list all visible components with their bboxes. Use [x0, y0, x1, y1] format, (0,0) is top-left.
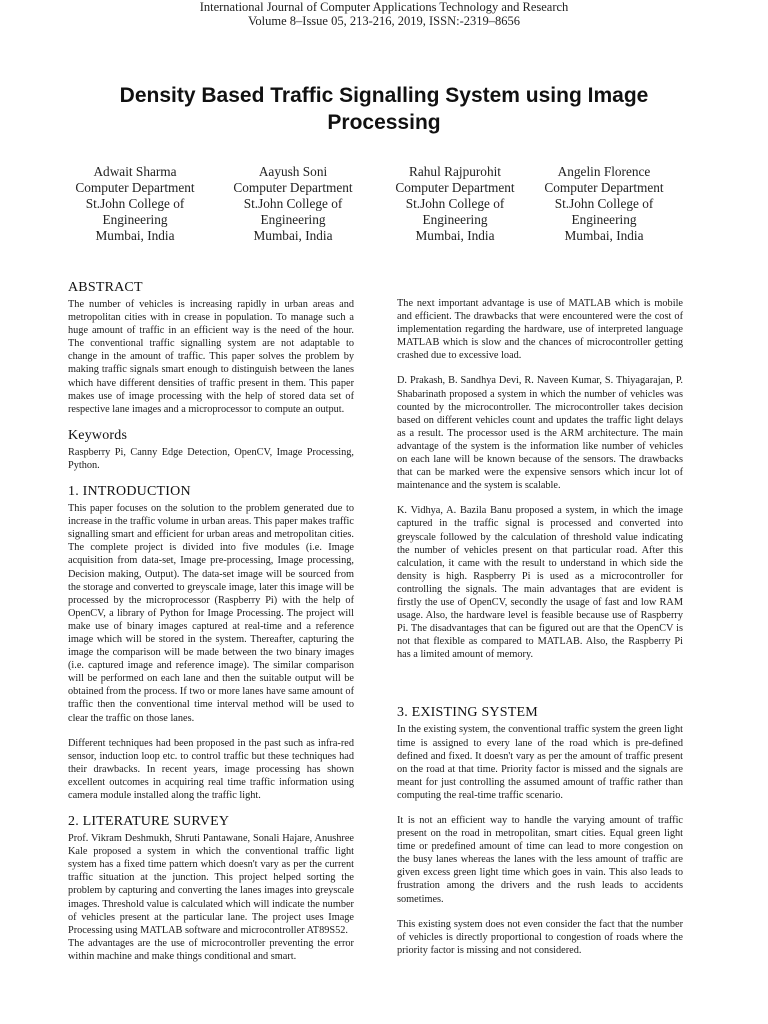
- existing-system-heading: 3. EXISTING SYSTEM: [397, 705, 538, 721]
- author-block: [60, 164, 210, 244]
- author-name: Adwait Sharma: [93, 164, 177, 179]
- author-department: Computer Department: [544, 180, 664, 195]
- left-column: [68, 280, 354, 975]
- section-spacer: [397, 673, 683, 705]
- author-college-cont: Engineering: [571, 212, 637, 227]
- author-department: Computer Department: [395, 180, 515, 195]
- author-city: Mumbai, India: [415, 228, 495, 243]
- introduction-heading: 1. INTRODUCTION: [68, 484, 191, 500]
- literature-paragraph: Prof. Vikram Deshmukh, Shruti Pantawane, Sonali Hajare, Anushree Kale proposed a system in which the conventional traffic light system has a fixed time pattern which doesn't vary as per the current traffic situation at the junction. This project helped sorting the problem by capturing and converting the lanes images into greyscale images. Threshold value is calculated which will indicate the number of vehicles present at the particular lane. The project uses Image Processing using MATLAB software and microcontroller AT89S52.: [68, 833, 354, 936]
- existing-system-paragraph: It is not an efficient way to handle the varying amount of traffic present on the road in metropolitan, smart cities. Equal green light time or predefined amount of time can lead to more congestion on the busy lanes whereas the lanes with the less amount of traffic are given excess green light time which goes in vain. This also leads to frustration among the drivers and the rush leads to accidents sometimes.: [397, 815, 683, 905]
- author-department: Computer Department: [75, 180, 195, 195]
- author-city: Mumbai, India: [564, 228, 644, 243]
- author-college-cont: Engineering: [260, 212, 326, 227]
- title-line-2: Processing: [327, 111, 441, 134]
- author-block: [380, 164, 530, 244]
- author-college-cont: Engineering: [102, 212, 168, 227]
- author-college: St.John College of: [85, 196, 185, 211]
- keywords-heading: Keywords: [68, 427, 128, 443]
- author-city: Mumbai, India: [253, 228, 333, 243]
- volume-info: Volume 8–Issue 05, 213-216, 2019, ISSN:-2319–8656: [248, 14, 520, 28]
- right-column: [397, 297, 683, 969]
- paper-title: [40, 82, 728, 136]
- existing-system-paragraph: In the existing system, the conventional traffic system the green light time is assigned to every lane of the road which is pre-defined defined and fixed. It doesn't vary as per the amount of traffic present on the road at that time. Priority factor is missed and the signals are meant for just controlling the assumed amount of traffic rather than computing the real-time traffic scenario.: [397, 724, 683, 801]
- abstract-heading: ABSTRACT: [68, 280, 143, 295]
- journal-header: [0, 0, 768, 28]
- abstract-text: The number of vehicles is increasing rapidly in urban areas and metropolitan cities with in crease in population. To manage such a huge amount of traffic in an efficient way is the need of the hour. The conventional traffic signalling system are not adaptable to change in the amount of traffic. This paper solves the problem by making traffic signals smart enough to distinguish between the lanes which have different densities of traffic present in them. This paper makes use of image processing with the help of stored data set of respective lane images and a microprocessor to compute an output.: [68, 299, 354, 415]
- introduction-paragraph: Different techniques had been proposed in the past such as infra-red sensor, induction loop etc. to control traffic but these techniques had their drawbacks. In recent years, image processing has shown excellent outcomes in acquiring real time traffic information using camera module installed along the traffic light.: [68, 737, 354, 801]
- prakash-paragraph: D. Prakash, B. Sandhya Devi, R. Naveen Kumar, S. Thiyagarajan, P. Shabarinath proposed a system in which the number of vehicles was counted by the microcontroller. The microcontroller takes decision based on different vehicles count and updates the traffic light delays as a result. The processor used is the ARM architecture. The main advantage of the system is the information like number of vehicles on each lane will be known because of the sensors. The drawbacks that can be marked were the expensive sensors which incur lot of maintenance and the system is scalable.: [397, 375, 683, 492]
- author-city: Mumbai, India: [95, 228, 175, 243]
- literature-paragraph: The advantages are the use of microcontroller preventing the error within machine and make things conditional and smart.: [68, 937, 354, 962]
- author-name: Aayush Soni: [258, 164, 328, 179]
- author-name: Angelin Florence: [557, 164, 651, 179]
- existing-system-paragraph: This existing system does not even consider the fact that the number of vehicles is directly proportional to congestion of roads where the priority factor is missing and not considered.: [397, 918, 683, 956]
- literature-survey-heading: 2. LITERATURE SURVEY: [68, 814, 230, 830]
- author-block: [218, 164, 368, 244]
- vidhya-paragraph: K. Vidhya, A. Bazila Banu proposed a system, in which the image captured in the traffic signal is processed and converted into greyscale followed by the calculation of threshold value indicating the number of vehicles present on that particular road. After this calculation, it came with the result to understand in which side the density is high. Raspberry Pi is used as a microcontroller for controlling the signals. The main advantages that are evident is firstly the use of OpenCV, secondly the usage of fast and low RAM usage. Also, the hardware level is feasible because use of Raspberry Pi. The disadvantages that can be figured out are that the OpenCV is not that flexible as compared to MATLAB. Also, the Raspberry Pi has a limited amount of memory.: [397, 505, 683, 661]
- author-department: Computer Department: [233, 180, 353, 195]
- author-name: Rahul Rajpurohit: [409, 164, 501, 179]
- keywords-text: Raspberry Pi, Canny Edge Detection, OpenCV, Image Processing, Python.: [68, 446, 354, 471]
- author-college: St.John College of: [405, 196, 505, 211]
- author-college: St.John College of: [243, 196, 343, 211]
- author-college: St.John College of: [554, 196, 654, 211]
- matlab-paragraph: The next important advantage is use of MATLAB which is mobile and efficient. The drawbacks that were encountered were the cost of implementation regarding the hardware, use of interpreted language MATLAB which is slow and the chances of microcontroller getting crashed due to excessive load.: [397, 298, 683, 362]
- title-line-1: Density Based Traffic Signalling System using Image: [119, 84, 649, 107]
- journal-name: International Journal of Computer Applications Technology and Research: [199, 0, 569, 14]
- author-college-cont: Engineering: [422, 212, 488, 227]
- author-block: [529, 164, 679, 244]
- introduction-paragraph: This paper focuses on the solution to the problem generated due to increase in the traffic volume in urban areas. This paper makes traffic signalling smart and efficient for urban areas and metropolitan cities. The complete project is divided into five modules (i.e. Image acquisition from data-set, Image pre-processing, Image processing, Decision making, Output). The data-set image will be sourced from the storage and converted to greyscale image, later this image will be processed by the microprocessor (Raspberry Pi) with the help of OpenCV, a library of Python for Image Processing. The project will make use of binary images captured at real-time and a reference image which will be stored in the system. Thereafter, capturing the image the comparison will be made between the two binary images (i.e. captured image and reference image). The similar comparison will be performed on each lane and then the suitable output will be obtained from the process. If two or more lanes have same amount of traffic then the conventional time interval method will be used to clear the traffic on those lanes.: [68, 503, 354, 724]
